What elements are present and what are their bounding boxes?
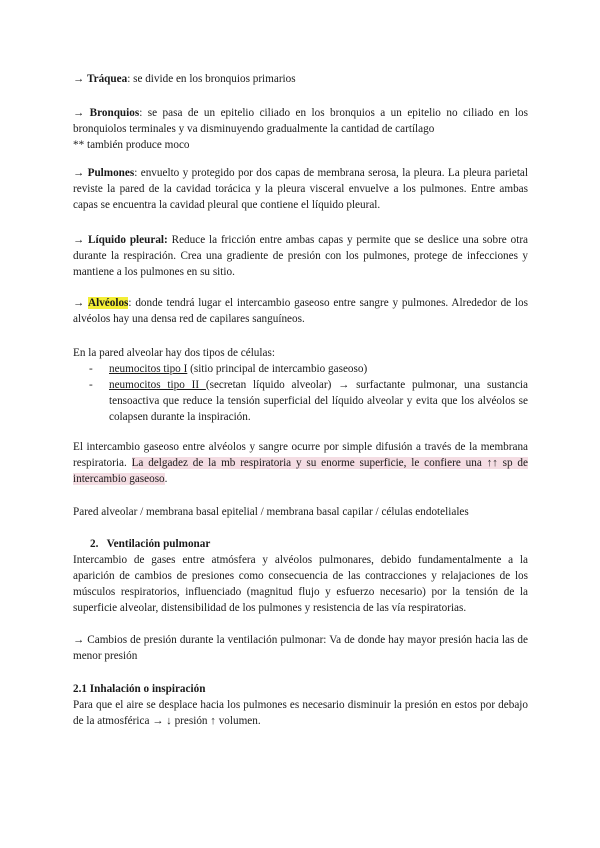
arrow-glyph: → (73, 234, 89, 246)
item-text: (secretan líquido alveolar) → surfactante pulmonar, una sustancia tensoactiva que reduce la tensión superficial del líquido alveolar y evita que los alvéolos se colapsen durante la inspiración. (109, 379, 529, 423)
arrow-glyph: → (73, 107, 90, 119)
traquea-paragraph (73, 71, 528, 87)
dash-bullet: - (89, 379, 93, 391)
term-pulmones: Pulmones (87, 167, 135, 179)
list-item (73, 361, 528, 377)
pulmones-text: : envuelto y protegido por dos capas de membrana serosa, la pleura. La pleura parietal reviste la pared de la cavidad torácica y la pleura visceral envuelve a los pulmones. Entre ambas capas se encuentra la cavidad pleural que contiene el líquido pleural. (73, 167, 529, 211)
dash-bullet: - (89, 363, 93, 375)
arrow-glyph: → (73, 73, 87, 85)
term-neumocitos-tipo-1: neumocitos tipo I (109, 363, 188, 375)
section-heading-inhalacion: 2.1 Inhalación o inspiración (73, 683, 206, 695)
section-number: 2. (90, 538, 99, 550)
cell-type-list (73, 361, 528, 425)
bronquios-note: ** también produce moco (73, 139, 190, 151)
pared-alveolar-section (73, 345, 528, 425)
arrow-glyph: → (73, 297, 88, 309)
alveolos-paragraph (73, 295, 528, 327)
liquido-pleural-paragraph (73, 232, 528, 280)
intercambio-highlight: La delgadez de la mb respiratoria y su enorme superficie, le confiere una ↑↑ sp de intercambio gaseoso (73, 457, 528, 485)
item-text: (sitio principal de intercambio gaseoso) (187, 363, 368, 375)
section-title: Ventilación pulmonar (106, 538, 211, 550)
alveolos-text: : donde tendrá lugar el intercambio gaseoso entre sangre y pulmones. Alrededor de los alvéolos hay una densa red de capilares sanguíneos. (73, 297, 528, 325)
ventilacion-text: Intercambio de gases entre atmósfera y alvéolos pulmonares, debido fundamentalmente a la aparición de cambios de presiones como consecuencia de las contracciones y relajaciones de los músculos respiratorios, influenciado (magnitud flujo y esfuerzo necesario) por la tensión de la superficie alveolar, distensibilidad de los pulmones y resistencia de las vía respiratorias. (73, 554, 528, 614)
bronquios-text: : se pasa de un epitelio ciliado en los bronquios a un epitelio no ciliado en los bronquiolos terminales y va disminuyendo gradualmente la cantidad de cartílago (73, 107, 528, 135)
list-item (73, 377, 528, 425)
membrana-layers-line (73, 504, 528, 520)
bronquios-paragraph (73, 105, 528, 153)
ventilacion-section (73, 536, 528, 616)
term-liquido-pleural: Líquido pleural: (88, 234, 168, 246)
traquea-text: : se divide en los bronquios primarios (127, 73, 296, 85)
cambios-paragraph (73, 632, 528, 664)
pulmones-paragraph (73, 165, 528, 213)
intercambio-text: El intercambio gaseoso entre alvéolos y sangre ocurre por simple difusión a través de la membrana respiratoria. (73, 441, 528, 469)
inhalacion-section (73, 681, 528, 729)
inhalacion-text: Para que el aire se desplace hacia los pulmones es necesario disminuir la presión en estos por debajo de la atmosférica → ↓ presión ↑ volumen. (73, 699, 528, 727)
term-bronquios: Bronquios (89, 107, 140, 119)
intercambio-end: . (164, 473, 168, 485)
intercambio-paragraph (73, 439, 528, 487)
pared-intro: En la pared alveolar hay dos tipos de células: (73, 347, 275, 359)
membrana-text: Pared alveolar / membrana basal epitelial / membrana basal capilar / células endoteliales (73, 506, 469, 518)
section-heading-ventilacion (73, 536, 528, 552)
term-neumocitos-tipo-2: neumocitos tipo II (109, 379, 206, 391)
term-traquea: Tráquea (86, 73, 128, 85)
liquido-text: Reduce la fricción entre ambas capas y permite que se deslice una sobre otra durante la respiración. Crea una gradiente de presión con los pulmones, protege de infecciones y mantiene a los pulmones en su sitio. (73, 234, 529, 278)
arrow-glyph: → (73, 167, 88, 179)
cambios-text: → Cambios de presión durante la ventilación pulmonar: Va de donde hay mayor presión hacia las de menor presión (73, 634, 528, 662)
term-alveolos-highlighted: Alvéolos (88, 297, 129, 309)
